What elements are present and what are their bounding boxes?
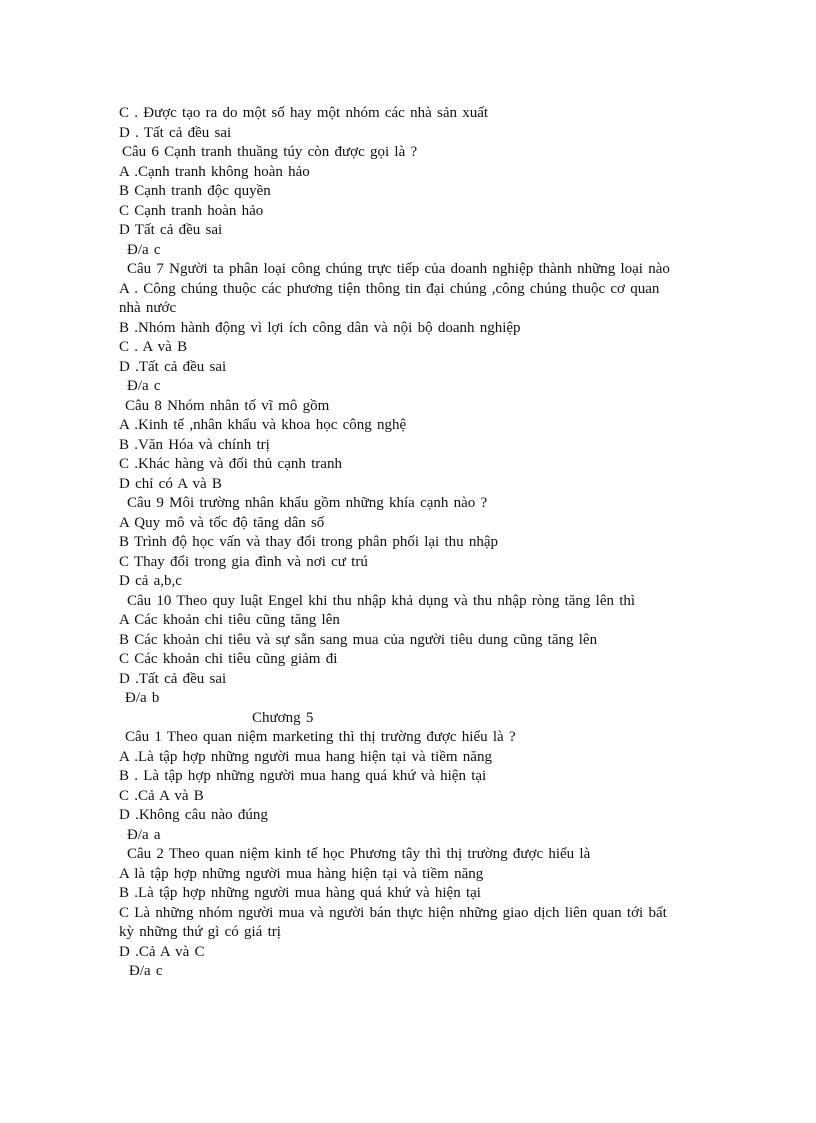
chapter-heading: Chương 5	[252, 709, 314, 726]
document-line: B .Là tập hợp những người mua hàng quá khứ và hiện tại	[119, 885, 481, 901]
document-line: A . Công chúng thuộc các phương tiện thông tin đại chúng ,công chúng thuộc cơ quan	[119, 280, 660, 297]
document-line: Đ/a c	[127, 241, 161, 258]
document-line: Câu 6 Cạnh tranh thuầng túy còn được gọi là ?	[122, 144, 418, 160]
document-line: Đ/a a	[127, 826, 161, 843]
document-line: C Thay đổi trong gia đình và nơi cư trú	[119, 553, 368, 570]
document-line: D . Tất cả đều sai	[119, 124, 232, 141]
document-line: nhà nước	[119, 300, 177, 316]
document-line: C Là những nhóm người mua và người bán thực hiện những giao dịch liên quan tới bất	[119, 904, 667, 921]
document-line: A .Cạnh tranh không hoàn hảo	[119, 163, 310, 180]
document-line: Câu 1 Theo quan niệm marketing thì thị trường được hiểu là ?	[125, 729, 516, 745]
document-line: A .Là tập hợp những người mua hang hiện tại và tiềm năng	[119, 748, 492, 765]
document-body	[119, 104, 699, 982]
document-line: Đ/a c	[127, 378, 161, 394]
document-line: D Tất cả đều sai	[119, 222, 223, 238]
document-line: B Các khoản chi tiêu và sự sẵn sang mua của người tiêu dung cũng tăng lên	[119, 631, 598, 648]
document-line: Câu 8 Nhóm nhân tố vĩ mô gồm	[125, 397, 330, 414]
document-line: D .Tất cả đều sai	[119, 670, 227, 687]
document-line: Câu 2 Theo quan niệm kinh tế học Phương tây thì thị trường được hiểu là	[127, 846, 591, 862]
document-line: Đ/a c	[129, 963, 163, 979]
document-line: B Trình độ học vấn và thay đổi trong phân phối lại thu nhập	[119, 534, 499, 550]
document-line: A Các khoản chi tiêu cũng tăng lên	[119, 612, 340, 628]
document-line: Đ/a b	[125, 690, 160, 706]
document-line: A .Kinh tế ,nhân khẩu và khoa học công nghệ	[119, 417, 407, 433]
document-line: Câu 9 Môi trường nhân khẩu gồm những khía cạnh nào ?	[127, 495, 488, 511]
document-line: D chỉ có A và B	[119, 475, 222, 492]
document-line: A Quy mô và tốc độ tăng dân số	[119, 514, 325, 531]
document-line: D .Cả A và C	[119, 943, 205, 960]
document-line: B Cạnh tranh độc quyền	[119, 183, 271, 199]
document-line: C .Khác hàng và đối thủ cạnh tranh	[119, 456, 342, 472]
document-line: D cả a,b,c	[119, 573, 182, 589]
document-line: C . A và B	[119, 339, 188, 355]
document-line: A là tập hợp những người mua hàng hiện tại và tiềm năng	[119, 865, 484, 882]
document-line: B .Văn Hóa và chính trị	[119, 436, 270, 453]
document-line: D .Tất cả đều sai	[119, 358, 227, 375]
document-line: C . Được tạo ra do một số hay một nhóm các nhà sản xuất	[119, 105, 489, 121]
document-line: B . Là tập hợp những người mua hang quá khứ và hiện tại	[119, 768, 487, 784]
document-line: C Các khoản chi tiêu cũng giảm đi	[119, 651, 338, 667]
document-line: C Cạnh tranh hoàn hảo	[119, 202, 264, 219]
document-line: Câu 10 Theo quy luật Engel khi thu nhập khả dụng và thu nhập ròng tăng lên thì	[127, 592, 636, 609]
document-line: kỳ những thứ gì có giá trị	[119, 924, 281, 940]
document-line: B .Nhóm hành động vì lợi ích công dân và nội bộ doanh nghiệp	[119, 319, 521, 336]
document-line: C .Cả A và B	[119, 787, 204, 804]
document-line: Câu 7 Người ta phân loại công chúng trực tiếp của doanh nghiệp thành những loại nào	[127, 261, 670, 277]
document-line: D .Không câu nào đúng	[119, 807, 268, 823]
